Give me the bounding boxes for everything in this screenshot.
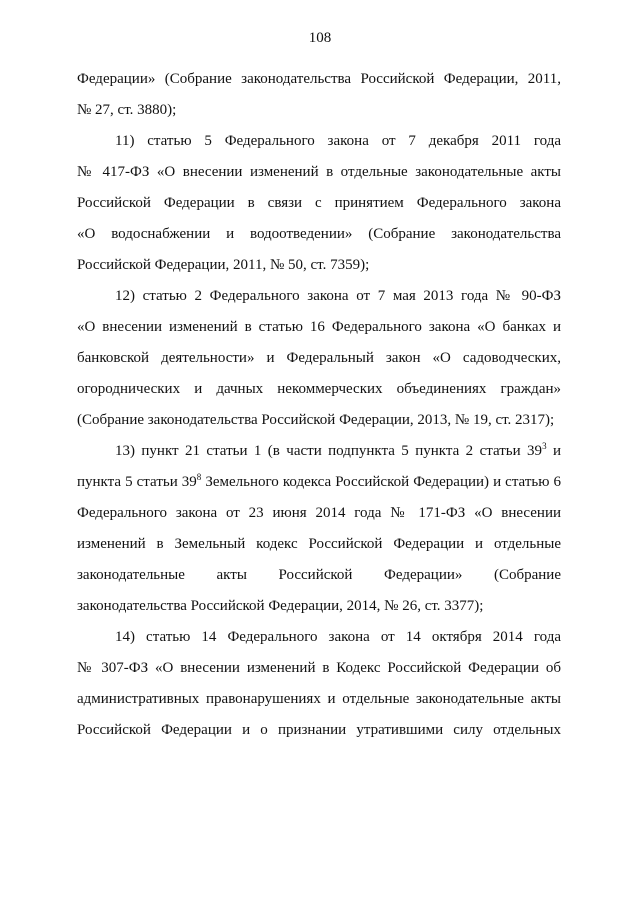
text-line: 12) статью 2 Федерального закона от 7 мая 2013 года № 90-ФЗ bbox=[115, 288, 561, 304]
text-line: № 417-ФЗ «О внесении изменений в отдельные законодательные акты bbox=[77, 164, 561, 180]
text-line: банковской деятельности» и Федеральный закон «О садоводческих, bbox=[77, 350, 561, 366]
superscript: 3 bbox=[542, 441, 547, 451]
document-body bbox=[77, 64, 561, 746]
paragraph-item-13 bbox=[77, 436, 561, 622]
text-line: Российской Федерации и о признании утратившими силу отдельных bbox=[77, 722, 561, 738]
paragraph-continuation bbox=[77, 64, 561, 126]
text-line: Российской Федерации, 2011, № 50, ст. 7359); bbox=[77, 257, 370, 273]
text-line: изменений в Земельный кодекс Российской Федерации и отдельные bbox=[77, 536, 561, 552]
paragraph-item-12 bbox=[77, 281, 561, 436]
text-line: «О водоснабжении и водоотведении» (Собрание законодательства bbox=[77, 226, 561, 242]
text-segment: Земельного кодекса Российской Федерации) и статью 6 bbox=[201, 474, 561, 490]
page-number: 108 bbox=[308, 30, 332, 46]
text-line: законодательства Российской Федерации, 2014, № 26, ст. 3377); bbox=[77, 598, 484, 614]
text-line: (Собрание законодательства Российской Федерации, 2013, № 19, ст. 2317); bbox=[77, 412, 555, 428]
text-segment: и bbox=[546, 443, 561, 459]
text-segment: 13) пункт 21 статьи 1 (в части подпункта 5 пункта 2 статьи 39 bbox=[115, 443, 543, 459]
text-line bbox=[77, 436, 561, 467]
text-line: Российской Федерации в связи с принятием Федерального закона bbox=[77, 195, 561, 211]
text-line: Федерального закона от 23 июня 2014 года № 171-ФЗ «О внесении bbox=[77, 505, 561, 521]
text-line: законодательные акты Российской Федерации» (Собрание bbox=[77, 567, 561, 583]
text-line: Федерации» (Собрание законодательства Российской Федерации, 2011, bbox=[77, 71, 561, 87]
text-line: огороднических и дачных некоммерческих объединениях граждан» bbox=[77, 381, 561, 397]
text-line: № 27, ст. 3880); bbox=[77, 102, 177, 118]
text-line: № 307-ФЗ «О внесении изменений в Кодекс Российской Федерации об bbox=[77, 660, 561, 676]
text-line: административных правонарушениях и отдельные законодательные акты bbox=[77, 691, 561, 707]
paragraph-item-11 bbox=[77, 126, 561, 281]
text-line: 14) статью 14 Федерального закона от 14 октября 2014 года bbox=[115, 629, 561, 645]
paragraph-item-14 bbox=[77, 622, 561, 746]
text-line bbox=[77, 467, 561, 498]
text-line: 11) статью 5 Федерального закона от 7 декабря 2011 года bbox=[115, 133, 561, 149]
text-line: «О внесении изменений в статью 16 Федерального закона «О банках и bbox=[77, 319, 561, 335]
superscript: 8 bbox=[196, 472, 202, 482]
text-segment: пункта 5 статьи 39 bbox=[77, 474, 197, 490]
